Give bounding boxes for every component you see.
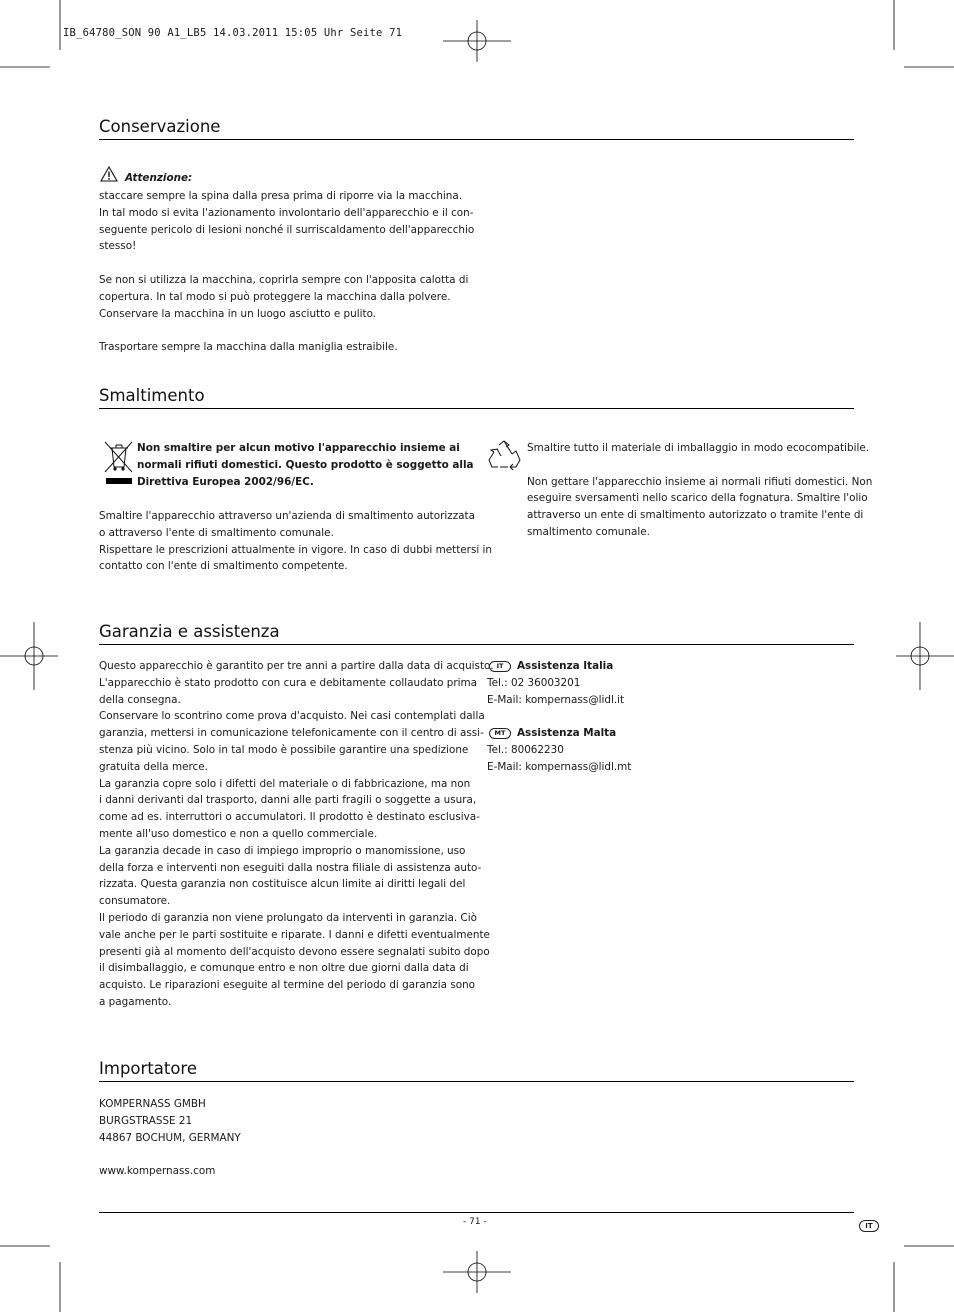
text-line: normali rifiuti domestici. Questo prodotto è soggetto alla: [137, 458, 474, 471]
text-line: il disimballaggio, e comunque entro e non oltre due giorni dalla data di: [99, 962, 469, 975]
text-line: copertura. In tal modo si può proteggere la macchina dalla polvere.: [99, 290, 451, 303]
text-line: Il periodo di garanzia non viene prolungato da interventi in garanzia. Ciò: [99, 911, 477, 924]
text-line: stenza più vicino. Solo in tal modo è possibile garantire una spedizione: [99, 743, 469, 756]
assistenza-malta-title: Assistenza Malta: [517, 727, 617, 739]
text-line: della forza e interventi non eseguiti dalla nostra filiale di assistenza auto-: [99, 861, 482, 874]
section-rule: [99, 1081, 854, 1082]
smaltimento-left-text: [99, 508, 492, 575]
smaltimento-right-text: [527, 440, 872, 541]
text-line: [99, 322, 474, 339]
assistenza-malta-email: E-Mail: kompernass@lidl.mt: [487, 761, 632, 773]
garanzia-text: [99, 658, 494, 1011]
text-line: La garanzia copre solo i difetti del materiale o di fabbricazione, ma non: [99, 777, 471, 790]
text-line: Trasportare sempre la macchina dalla maniglia estraibile.: [99, 341, 398, 354]
text-line: Smaltire l'apparecchio attraverso un'azienda di smaltimento autorizzata: [99, 510, 475, 522]
section-rule: [99, 408, 854, 409]
address-line: BURGSTRASSE 21: [99, 1114, 193, 1127]
importer-website: www.kompernass.com: [99, 1165, 216, 1177]
section-title-importatore: Importatore: [99, 1059, 198, 1078]
text-line: Smaltire tutto il materiale di imballaggio in modo ecocompatibile.: [527, 442, 870, 454]
text-line: Conservare la macchina in un luogo asciutto e pulito.: [99, 307, 377, 320]
footer-rule: [99, 1212, 854, 1213]
crossed-bin-icon: [103, 440, 133, 476]
text-line: eseguire sversamenti nello scarico della fognatura. Smaltire l'olio: [527, 492, 868, 505]
text-line: Direttiva Europea 2002/96/EC.: [137, 475, 314, 488]
text-line: staccare sempre la spina dalla presa prima di riporre via la macchina.: [99, 190, 463, 202]
text-line: La garanzia decade in caso di impiego improprio o manomissione, uso: [99, 844, 466, 857]
section-title-smaltimento: Smaltimento: [99, 386, 205, 405]
text-line: Rispettare le prescrizioni attualmente in vigore. In caso di dubbi mettersi in: [99, 543, 493, 556]
text-line: gratuita della merce.: [99, 760, 208, 773]
text-line: Questo apparecchio è garantito per tre anni a partire dalla data di acquisto.: [99, 660, 494, 672]
text-line: come ad es. interruttori o accumulatori. Il prodotto è destinato esclusiva-: [99, 811, 480, 824]
text-line: Conservare lo scontrino come prova d'acquisto. Nei casi contemplati dalla: [99, 710, 485, 723]
text-line: Se non si utilizza la macchina, coprirla sempre con l'apposita calotta di: [99, 273, 469, 286]
assistenza-malta-tel: Tel.: 80062230: [487, 744, 564, 756]
malta-badge-icon: MT: [489, 728, 511, 739]
text-line: della consegna.: [99, 693, 181, 706]
text-line: In tal modo si evita l'azionamento involontario dell'apparecchio e il con-: [99, 206, 474, 219]
italy-badge-icon: IT: [489, 661, 511, 672]
address-line: 44867 BOCHUM, GERMANY: [99, 1131, 241, 1144]
text-line: Non gettare l'apparecchio insieme ai normali rifiuti domestici. Non: [527, 475, 873, 488]
section-title-conservazione: Conservazione: [99, 117, 221, 136]
language-badge-icon: IT: [859, 1220, 879, 1232]
assistenza-italia-email: E-Mail: kompernass@lidl.it: [487, 694, 625, 706]
text-line: consumatore.: [99, 895, 171, 908]
weee-warning-text: [137, 440, 474, 490]
text-line: L'apparecchio è stato prodotto con cura e debitamente collaudato prima: [99, 676, 478, 689]
text-line: rizzata. Questa garanzia non costituisce alcun limite ai diritti legali del: [99, 878, 466, 891]
warning-icon: [100, 166, 118, 182]
text-line: attraverso un ente di smaltimento autorizzato o tramite l'ente di: [527, 509, 864, 522]
text-line: seguente pericolo di lesioni nonché il surriscaldamento dell'apparecchio: [99, 223, 475, 236]
conservazione-text: [99, 188, 474, 356]
text-line: a pagamento.: [99, 995, 172, 1008]
recycle-icon: [488, 440, 522, 472]
text-line: [527, 457, 872, 474]
address-line: KOMPERNASS GMBH: [99, 1098, 206, 1110]
attention-label: Attenzione:: [125, 172, 193, 184]
header-slug: IB_64780_SON 90 A1_LB5 14.03.2011 15:05 Uhr Seite 71: [63, 27, 403, 39]
text-line: garanzia, mettersi in comunicazione telefonicamente con il centro di assi-: [99, 727, 484, 740]
text-line: o attraverso l'ente di smaltimento comunale.: [99, 526, 334, 539]
text-line: smaltimento comunale.: [527, 525, 650, 538]
bin-underline-bar: [106, 478, 132, 484]
text-line: stesso!: [99, 240, 137, 253]
text-line: i danni derivanti dal trasporto, danni alle parti fragili o soggette a usura,: [99, 794, 477, 807]
assistenza-italia-tel: Tel.: 02 36003201: [487, 677, 581, 689]
text-line: presenti già al momento dell'acquisto devono essere segnalati subito dopo: [99, 945, 490, 958]
text-line: Non smaltire per alcun motivo l'apparecchio insieme ai: [137, 442, 460, 454]
text-line: mente all'uso domestico e non a quello commerciale.: [99, 827, 378, 840]
section-title-garanzia: Garanzia e assistenza: [99, 622, 280, 641]
page-number: - 71 -: [463, 1217, 487, 1227]
assistenza-italia-title: Assistenza Italia: [517, 660, 614, 672]
section-rule: [99, 644, 854, 645]
text-line: contatto con l'ente di smaltimento competente.: [99, 560, 348, 573]
text-line: acquisto. Le riparazioni eseguite al termine del periodo di garanzia sono: [99, 979, 476, 992]
text-line: [99, 255, 474, 272]
section-rule: [99, 139, 854, 140]
importer-address: [99, 1096, 241, 1146]
text-line: vale anche per le parti sostituite e riparate. I danni e difetti eventualmente: [99, 928, 490, 941]
